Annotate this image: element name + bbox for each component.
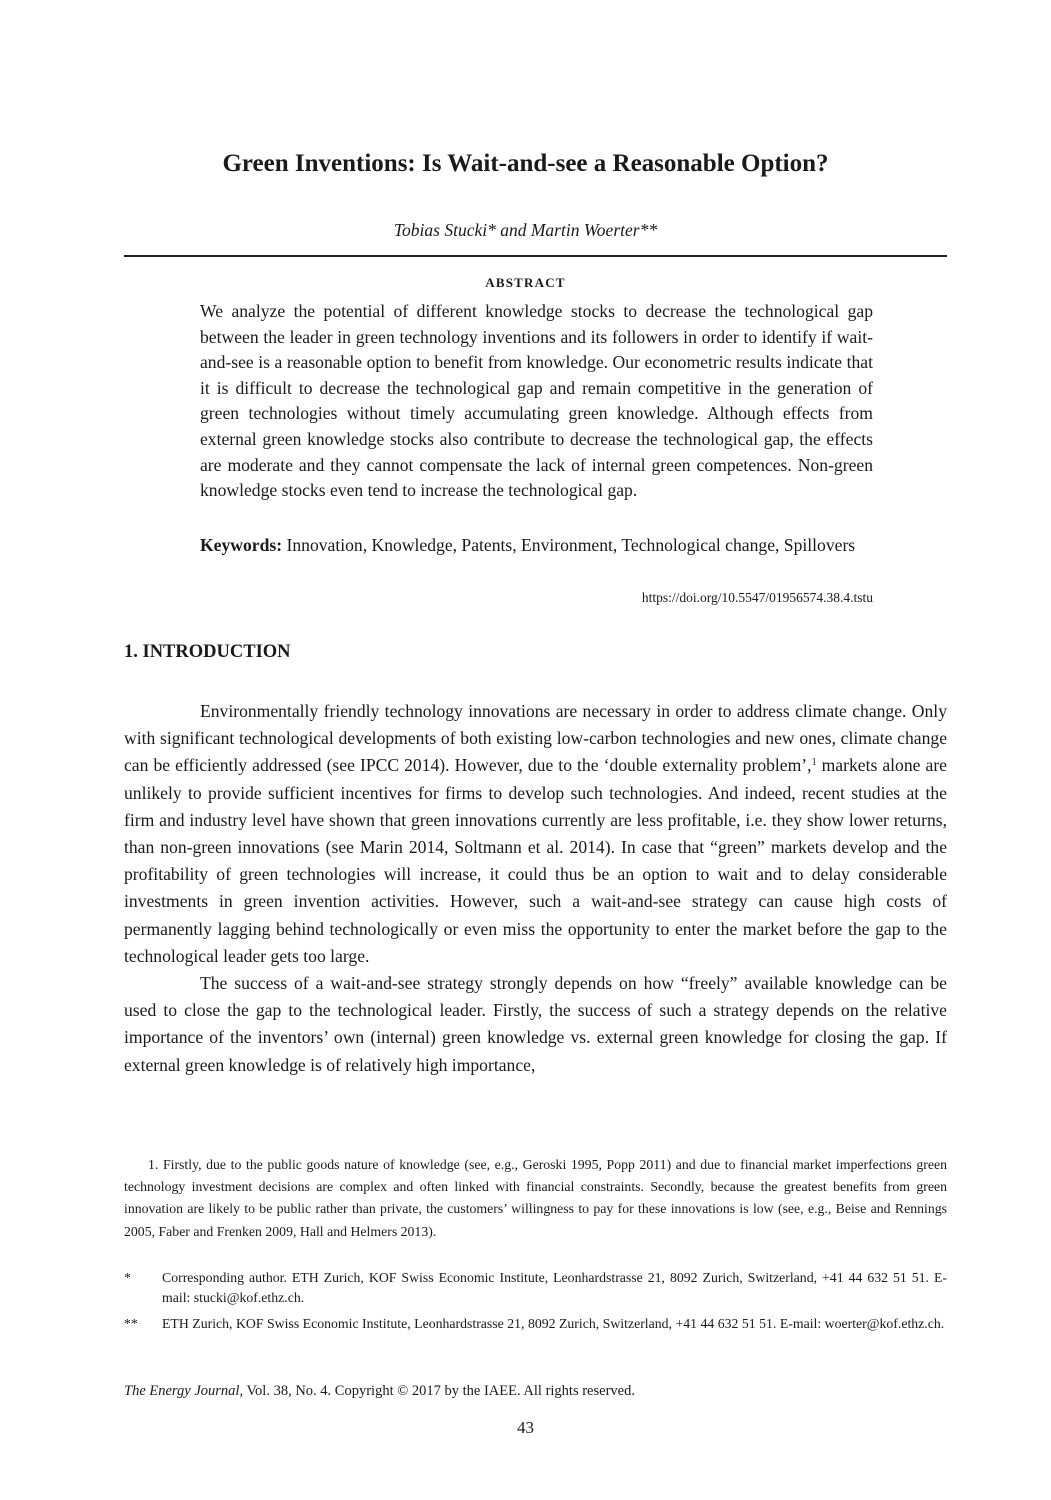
author-line: Tobias Stucki* and Martin Woerter**: [393, 220, 658, 240]
paper-title: Green Inventions: Is Wait-and-see a Reasonable Option?: [222, 150, 829, 177]
paragraph-1: [124, 698, 947, 970]
affiliation-1-mark: *: [124, 1270, 131, 1285]
affiliation-2-mark: **: [124, 1316, 138, 1331]
keywords-label: Keywords:: [200, 535, 283, 555]
page-number: 43: [517, 1418, 534, 1437]
footnote-1: 1. Firstly, due to the public goods nature of knowledge (see, e.g., Geroski 1995, Popp 2011) and due to financial market imperfections green technology investment decisions are complex and often linked with financial constraints. Secondly, because the greatest benefits from green innovation are likely to be public rather than private, the customers’ willingness to pay for these innovations is low (see, e.g., Beise and Rennings 2005, Faber and Frenken 2009, Hall and Helmers 2013).: [124, 1157, 947, 1239]
abstract-body: We analyze the potential of different knowledge stocks to decrease the technological gap between the leader in green technology inventions and its followers in order to identify if wait-and-see is a reasonable option to benefit from knowledge. Our econometric results indicate that it is difficult to decrease the technological gap and remain competitive in the generation of green technologies without timely accumulating green knowledge. Although effects from external green knowledge stocks also contribute to decrease the technological gap, the effects are moderate and they cannot compensate the lack of internal green competences. Non-green knowledge stocks even tend to increase the technological gap.: [200, 301, 873, 501]
footnote-marker[interactable]: 1: [811, 757, 817, 769]
section-heading: 1. INTRODUCTION: [124, 642, 291, 662]
paragraph-1-part-b: markets alone are unlikely to provide sufficient incentives for firms to develop such technologies. And indeed, recent studies at the firm and industry level have shown that green innovations currently are less profitable, i.e. they show lower returns, than non-green innovations (see Marin 2014, Soltmann et al. 2014). In case that “green” markets develop and the profitability of green technologies will increase, it could thus be an option to wait and to delay considerable investments in green invention activities. However, such a wait-and-see strategy can cause high costs of permanently lagging behind technologically or even miss the opportunity to enter the market before the gap to the technological leader gets too large.: [124, 755, 947, 966]
paragraph-2: The success of a wait-and-see strategy strongly depends on how “freely” available knowledge can be used to close the gap to the technological leader. Firstly, the success of such a strategy depends on the relative importance of the inventors’ own (internal) green knowledge vs. external green knowledge for closing the gap. If external green knowledge is of relatively high importance,: [124, 973, 947, 1075]
journal-name: The Energy Journal: [124, 1383, 240, 1399]
abstract-heading: ABSTRACT: [485, 275, 566, 290]
paragraph-1-part-a: Environmentally friendly technology innovations are necessary in order to address climate change. Only with significant technological developments of both existing low-carbon technologies and new ones, climate change can be efficiently addressed (see IPCC 2014). However, due to the ‘double externality problem’,: [124, 701, 947, 776]
doi-link[interactable]: https://doi.org/10.5547/01956574.38.4.tstu: [641, 590, 873, 605]
journal-citation: [124, 1383, 635, 1400]
body-text: [124, 698, 947, 1079]
affiliation-1: [124, 1268, 947, 1308]
journal-details: , Vol. 38, No. 4. Copyright © 2017 by the IAEE. All rights reserved.: [239, 1383, 635, 1399]
affiliation-1-text: Corresponding author. ETH Zurich, KOF Swiss Economic Institute, Leonhardstrasse 21, 8092 Zurich, Switzerland, +41 44 632 51 51. E-mail: stucki@kof.ethz.ch.: [162, 1270, 947, 1305]
affiliation-2: [124, 1314, 947, 1334]
keywords: [200, 533, 873, 559]
header-rule: [124, 255, 947, 257]
affiliation-2-text: ETH Zurich, KOF Swiss Economic Institute, Leonhardstrasse 21, 8092 Zurich, Switzerland, +41 44 632 51 51. E-mail: woerter@kof.ethz.ch.: [162, 1316, 945, 1331]
keywords-list: Innovation, Knowledge, Patents, Environment, Technological change, Spillovers: [286, 535, 856, 555]
